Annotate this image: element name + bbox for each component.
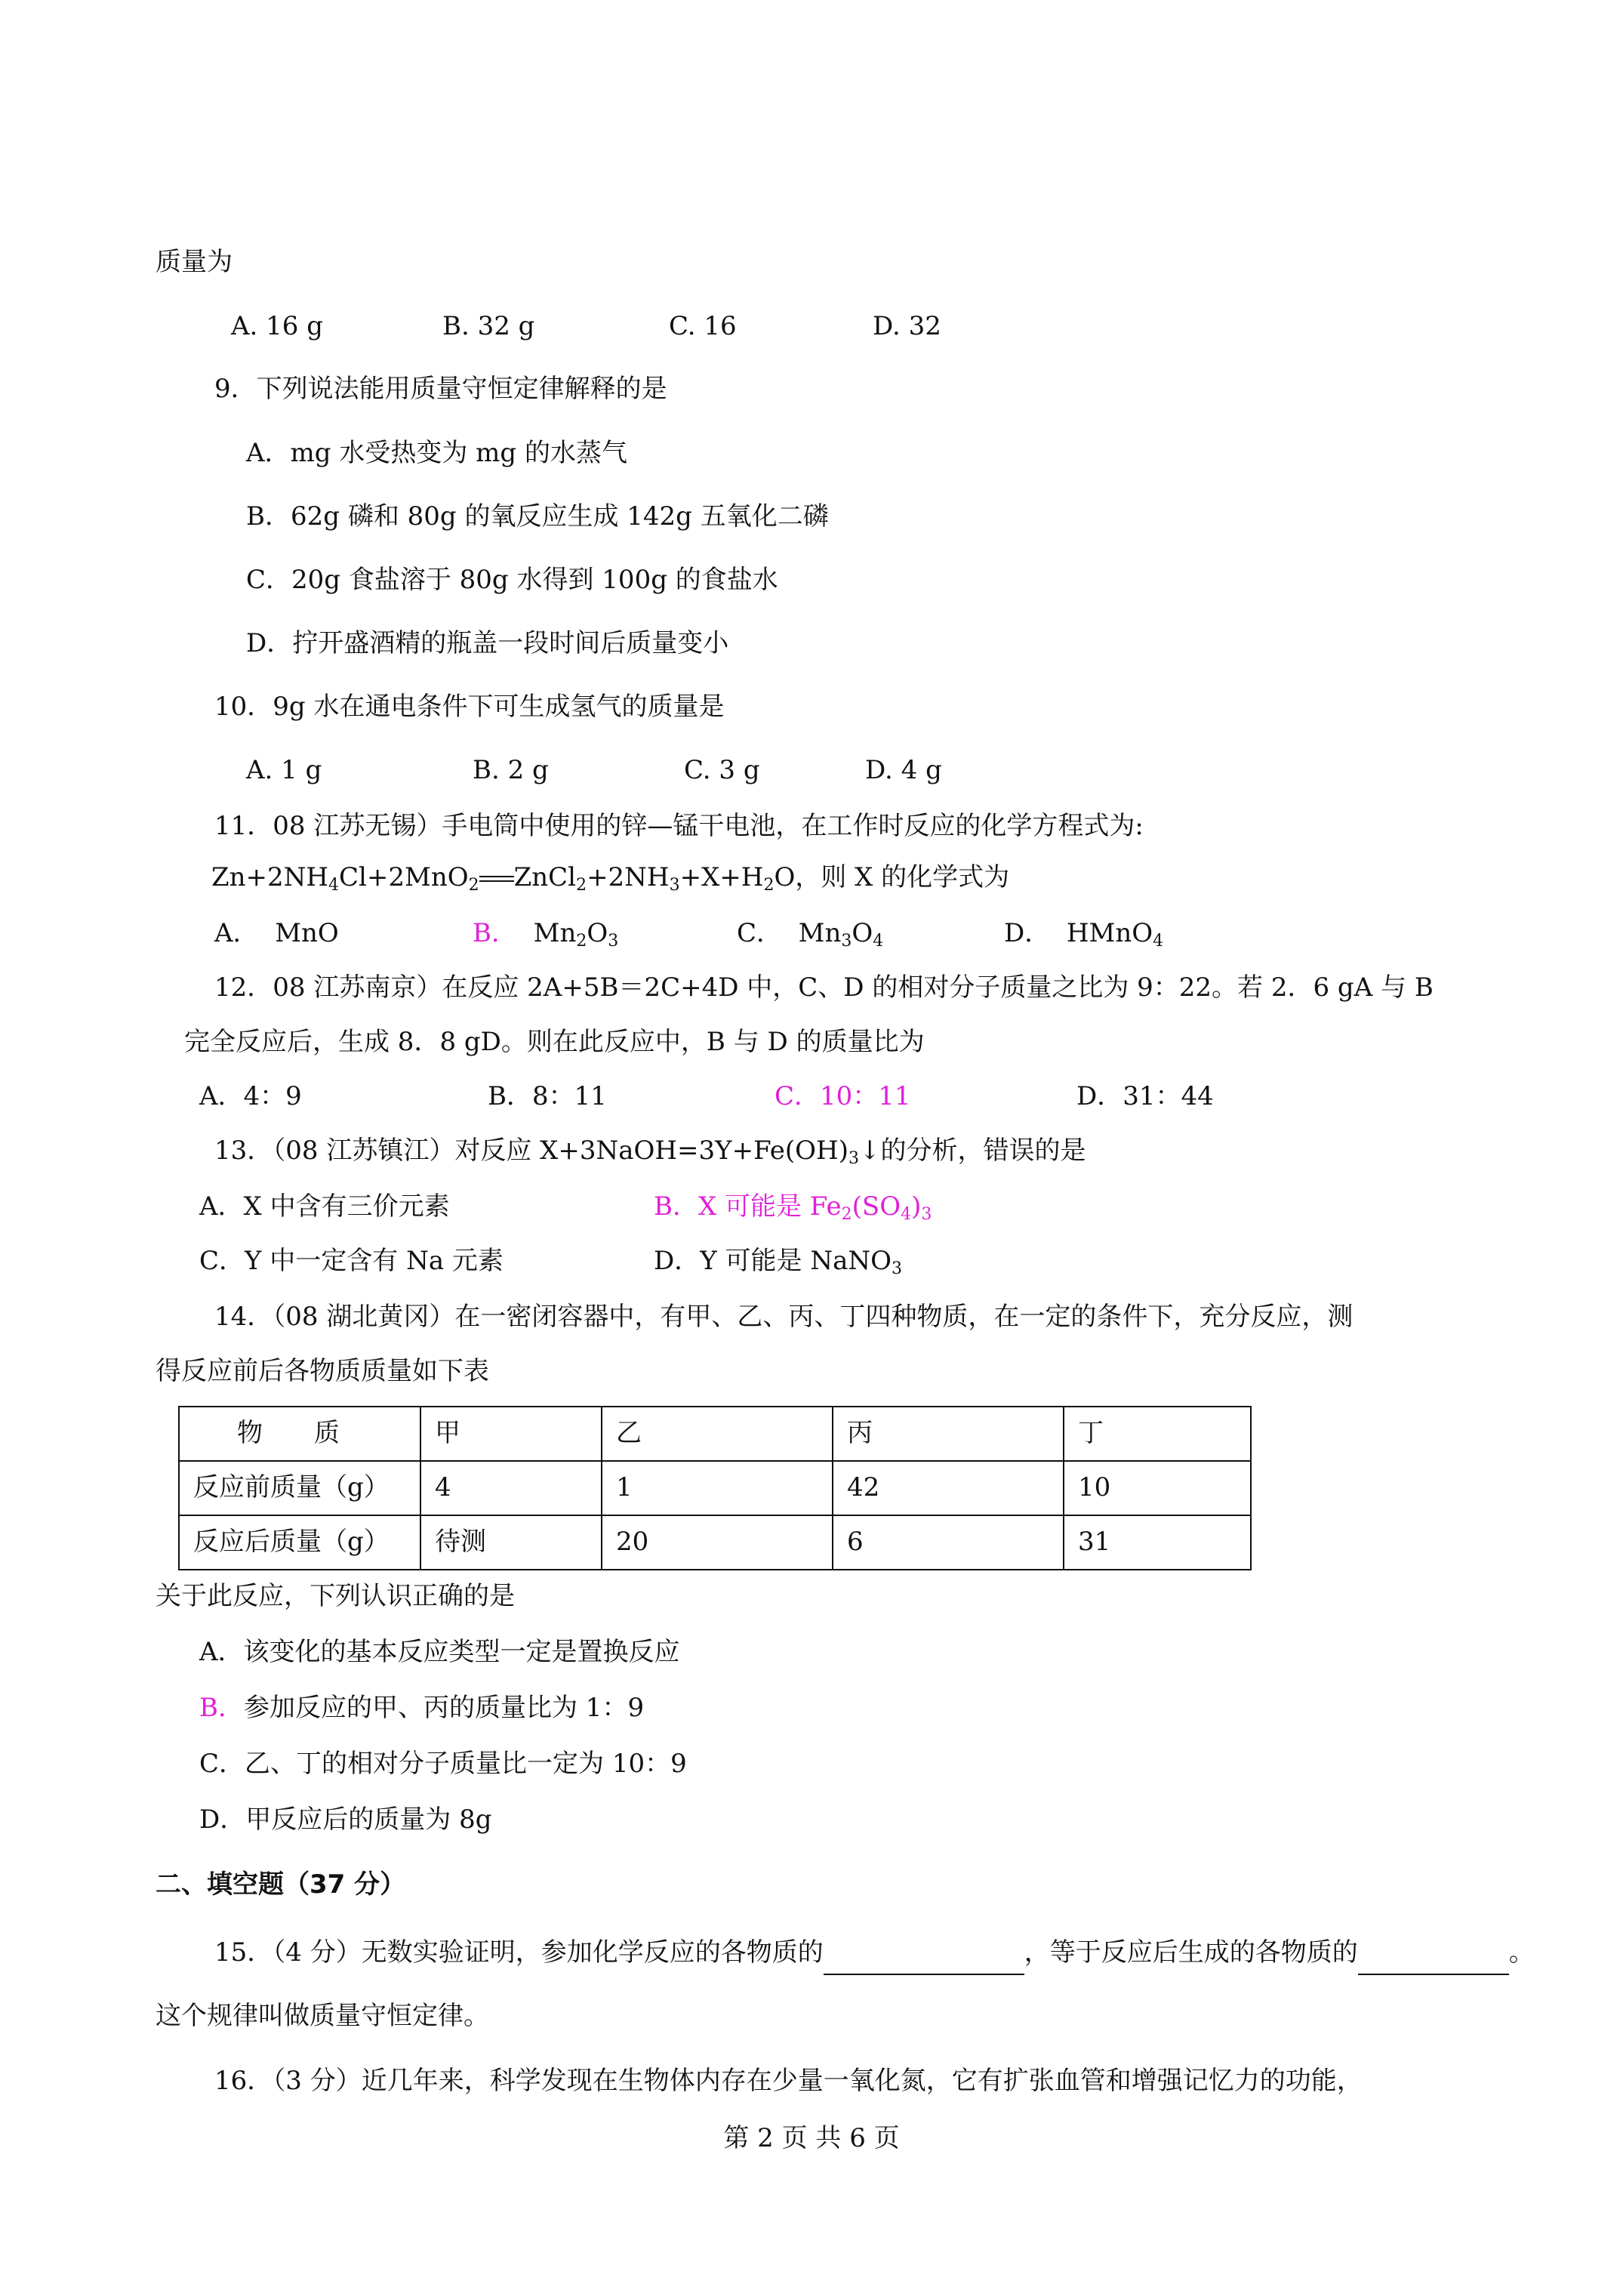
q15-line2: 这个规律叫做质量守恒定律。 [156, 2001, 489, 2031]
section-title: 二、填空题（37 分） [156, 1869, 406, 1900]
q11-option-d: D． HMnO$_4$ [1004, 918, 1164, 951]
q8-option-b: B. 32 g [442, 311, 535, 341]
q14-stem-line2: 得反应前后各物质质量如下表 [156, 1356, 489, 1386]
q14-after-table: 关于此反应，下列认识正确的是 [156, 1581, 515, 1611]
q12-stem-line1: 12．08 江苏南京）在反应 2A+5B＝2C+4D 中，C、D 的相对分子质量之比为 9：22。若 2．6 gA 与 B [214, 972, 1434, 1003]
q10-option-a: A. 1 g [246, 755, 322, 785]
table-cell: 20 [602, 1515, 833, 1570]
q10-stem: 10．9g 水在通电条件下可生成氢气的质量是 [214, 692, 725, 722]
q11-option-a: A． MnO [214, 918, 339, 948]
q8-option-c: C. 16 [669, 311, 737, 341]
table-header-cell: 甲 [420, 1407, 602, 1461]
q14-option-c: C．乙、丁的相对分子质量比一定为 10：9 [199, 1749, 687, 1779]
q10-option-d: D. 4 g [865, 755, 942, 785]
q13-option-c: C．Y 中一定含有 Na 元素 [199, 1246, 504, 1276]
q11-option-c: C． $Mn_3O_4$ [737, 918, 884, 951]
table-cell: 6 [833, 1515, 1064, 1570]
table-cell: 1 [602, 1461, 833, 1515]
answer-blank[interactable] [824, 1940, 1024, 1975]
q11-stem: 11．08 江苏无锡）手电筒中使用的锌—锰干电池，在工作时反应的化学方程式为: [214, 811, 1144, 841]
q12-stem-line2: 完全反应后，生成 8．8 gD。则在此反应中，B 与 D 的质量比为 [184, 1027, 925, 1057]
q11-option-b: B． $Mn_2O_3$ [473, 918, 619, 951]
q8-continuation: 质量为 [156, 247, 233, 277]
table-cell: 42 [833, 1461, 1064, 1515]
q9-option-c: C．20g 食盐溶于 80g 水得到 100g 的食盐水 [246, 565, 778, 595]
table-cell: 待测 [420, 1515, 602, 1570]
table-header-cell: 丙 [833, 1407, 1064, 1461]
page-footer: 第 2 页 共 6 页 [723, 2123, 900, 2153]
table-header-row [179, 1407, 1251, 1461]
q11-equation: $Zn+2NH_4Cl+2MnO_2$ $ZnCl_2+2NH_3+X+H_2O$，则 X 的化学式为 [211, 862, 1010, 895]
q9-option-a: A．mg 水受热变为 mg 的水蒸气 [246, 438, 627, 468]
q14-stem-line1: 14．（08 湖北黄冈）在一密闭容器中，有甲、乙、丙、丁四种物质，在一定的条件下，充分反应，测 [214, 1302, 1354, 1332]
mass-table [178, 1406, 1252, 1570]
table-cell: 10 [1064, 1461, 1251, 1515]
q14-option-d: D．甲反应后的质量为 8g [199, 1804, 492, 1835]
q12-option-d: D．31：44 [1076, 1081, 1214, 1111]
q14-option-b: B．参加反应的甲、丙的质量比为 1：9 [199, 1693, 645, 1723]
answer-blank[interactable] [1358, 1940, 1509, 1975]
q9-stem: 9．下列说法能用质量守恒定律解释的是 [214, 374, 667, 404]
table-row [179, 1461, 1251, 1515]
table-cell: 31 [1064, 1515, 1251, 1570]
table-header-cell: 丁 [1064, 1407, 1251, 1461]
q14-option-a: A．该变化的基本反应类型一定是置换反应 [199, 1637, 680, 1667]
q13-option-a: A．X 中含有三价元素 [199, 1191, 450, 1222]
q12-option-a: A．4：9 [199, 1081, 302, 1111]
q9-option-d: D．拧开盛酒精的瓶盖一段时间后质量变小 [246, 628, 729, 658]
equals-sign-icon [479, 861, 514, 894]
q8-option-a: A. 16 g [231, 311, 324, 341]
table-header-cell: 乙 [602, 1407, 833, 1461]
table-cell: 反应后质量（g） [179, 1515, 420, 1570]
table-cell: 4 [420, 1461, 602, 1515]
q10-option-c: C. 3 g [684, 755, 760, 785]
q16-stem: 16．（3 分）近几年来，科学发现在生物体内存在少量一氧化氮，它有扩张血管和增强记忆力的功能， [214, 2066, 1363, 2096]
q15-line1: 15．（4 分）无数实验证明，参加化学反应的各物质的 ，等于反应后生成的各物质的 。 [214, 1936, 1535, 1975]
q10-option-b: B. 2 g [473, 755, 549, 785]
q8-option-d: D. 32 [873, 311, 941, 341]
q13-option-d: D．Y 可能是 NaNO$_3$ [654, 1246, 902, 1278]
q13-option-b: B．X 可能是 $Fe_2(SO_4)_3$ [654, 1191, 932, 1224]
q13-stem: 13．（08 江苏镇江）对反应 $X+3NaOH=3Y+Fe(OH)_3↓$的分析，错误的是 [214, 1136, 1086, 1168]
q12-option-c: C．10：11 [775, 1081, 911, 1111]
table-header-cell: 物 质 [179, 1407, 420, 1461]
table-cell: 反应前质量（g） [179, 1461, 420, 1515]
q9-option-b: B．62g 磷和 80g 的氧反应生成 142g 五氧化二磷 [246, 501, 829, 532]
q12-option-b: B．8：11 [488, 1081, 607, 1111]
table-row [179, 1515, 1251, 1570]
